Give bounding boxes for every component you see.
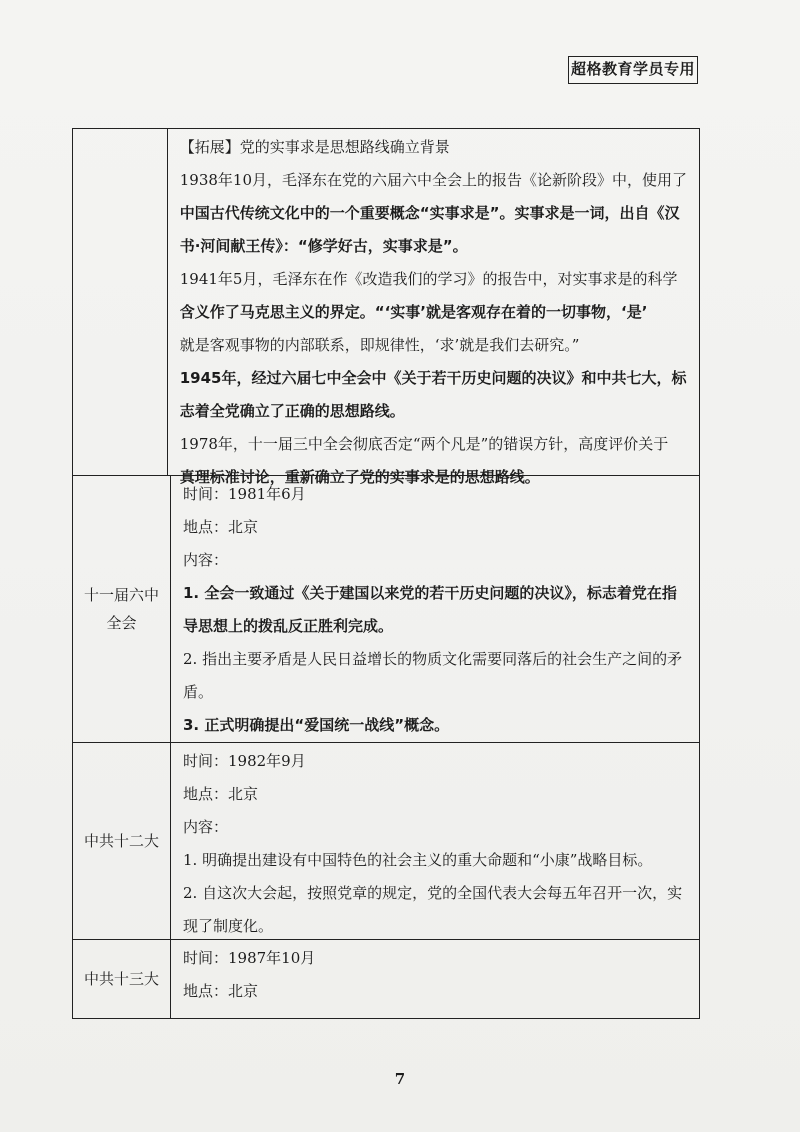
table-row [73,940,699,1018]
text-line: 1945年，经过六届七中全会中《关于若干历史问题的决议》和中共七大，标 [179,369,687,387]
text-line: 地点：北京 [183,785,259,803]
text-line: 2. 自这次大会起，按照党章的规定，党的全国代表大会每五年召开一次，实 [183,884,683,902]
table-row [73,476,699,743]
row-title-empty [73,129,168,475]
text-line: 时间：1981年6月 [183,485,306,503]
row-title-line: 十一届六中 [83,586,159,604]
text-line: 地点：北京 [183,982,259,1000]
watermark-label: 超格教育学员专用 [568,56,698,84]
row-content [171,940,699,1018]
row-content [171,743,699,939]
text-line: 真理标准讨论，重新确立了党的实事求是的思想路线。 [179,468,540,486]
text-line: 地点：北京 [183,518,259,536]
row-title [73,940,171,1018]
text-line: 时间：1987年10月 [183,949,316,967]
table-row [73,743,699,940]
text-line: 内容： [183,551,229,569]
text-line: 盾。 [183,683,214,701]
page-number: 7 [394,1070,406,1088]
history-table [72,128,700,1019]
text-line: 书·河间献王传》：“修学好古，实事求是”。 [179,237,468,255]
text-line: 2. 指出主要矛盾是人民日益增长的物质文化需要同落后的社会生产之间的矛 [183,650,683,668]
row-title [73,743,171,939]
text-line: 1941年5月，毛泽东在作《改造我们的学习》的报告中，对实事求是的科学 [179,270,678,288]
text-line: 含义作了马克思主义的界定。“‘实事’就是客观存在着的一切事物，‘是’ [179,303,648,321]
text-line: 1938年10月，毛泽东在党的六届六中全会上的报告《论新阶段》中，使用了 [179,171,687,189]
text-line: 3. 正式明确提出“爱国统一战线”概念。 [183,716,450,734]
text-line: 志着全党确立了正确的思想路线。 [179,402,405,420]
text-line: 内容： [183,818,229,836]
table-row [73,129,699,486]
text-line: 时间：1982年9月 [183,752,306,770]
text-line: 1. 明确提出建设有中国特色的社会主义的重大命题和“小康”战略目标。 [183,851,653,869]
text-line: 中国古代传统文化中的一个重要概念“实事求是”。实事求是一词，出自《汉 [179,204,680,222]
text-line: 1978年，十一届三中全会彻底否定“两个凡是”的错误方针，高度评价关于 [179,435,669,453]
text-line: 就是客观事物的内部联系，即规律性，‘求’就是我们去研究。” [179,336,580,354]
row-title-line: 中共十二大 [83,832,159,850]
text-line: 【拓展】党的实事求是思想路线确立背景 [179,138,450,156]
text-line: 1. 全会一致通过《关于建国以来党的若干历史问题的决议》，标志着党在指 [183,584,677,602]
text-line: 导思想上的拨乱反正胜利完成。 [183,617,394,635]
row-title [73,476,171,742]
text-line: 现了制度化。 [183,917,274,935]
row-content [168,129,699,486]
row-content [171,476,699,742]
row-title-line: 全会 [106,614,137,632]
row-title-line: 中共十三大 [83,970,159,988]
